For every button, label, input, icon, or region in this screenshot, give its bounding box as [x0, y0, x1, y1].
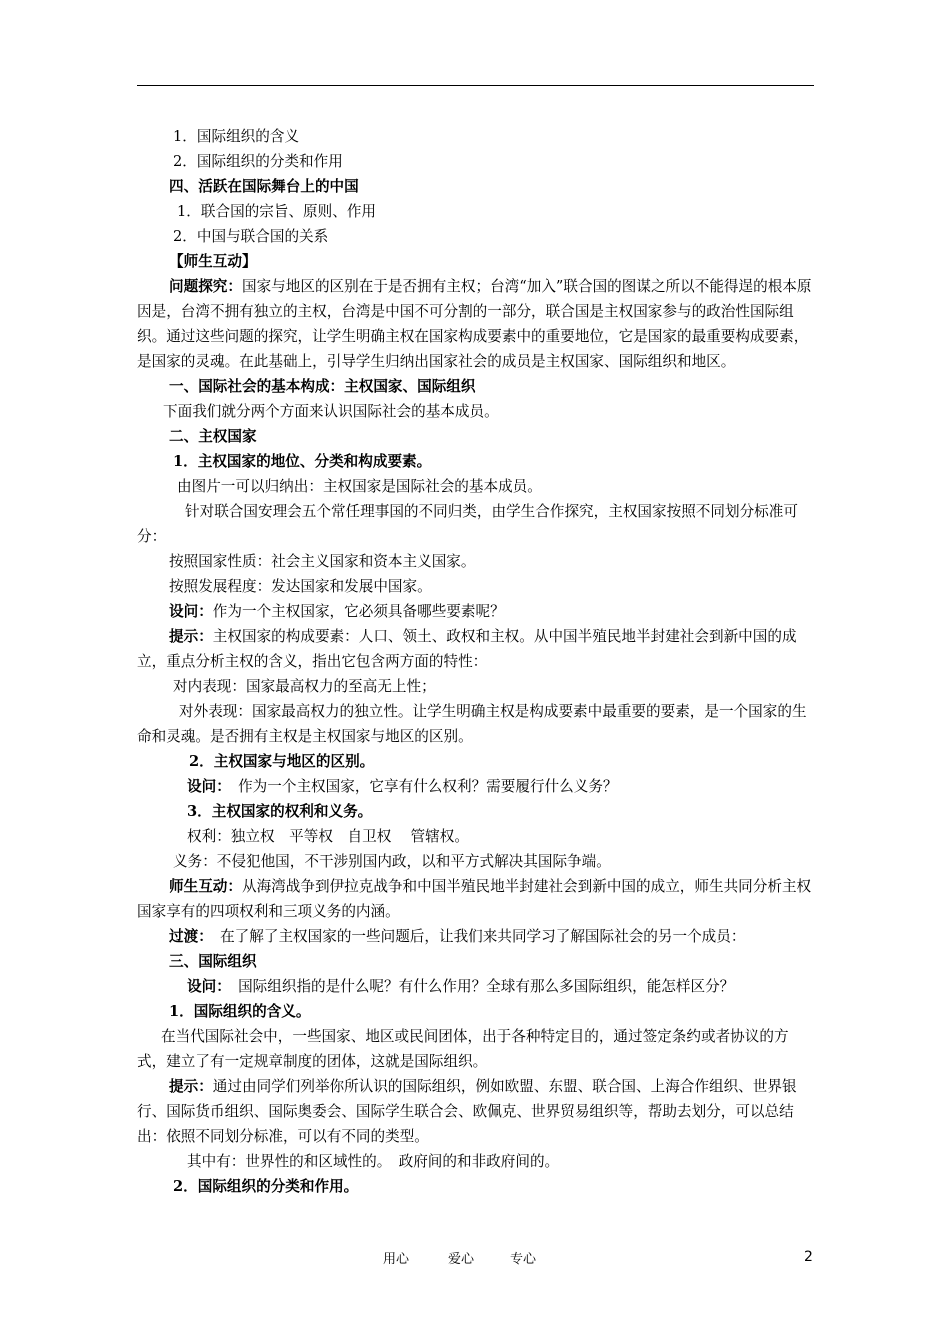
- text-line: [137, 1149, 817, 1174]
- text-line: [137, 149, 817, 174]
- body-text: 2．中国与联合国的关系: [173, 228, 329, 245]
- header-rule: [137, 85, 814, 86]
- bold-label: 三、国际组织: [169, 953, 257, 970]
- text-line: [137, 249, 817, 274]
- body-text: 国家与地区的区别在于是否拥有主权；台湾“加入”联合国的图谋之所以不能得逞的根本原因是，台湾不拥有独立的主权，台湾是中国不可分割的一部分，联合国是主权国家参与的政治性国际组织。通过这些问题的探究，让学生明确主权在国家构成要素中的重要地位，它是国家的最重要构成要素，是国家的灵魂。在此基础上，引导学生归纳出国家社会的成员是主权国家、国际组织和地区。: [137, 278, 812, 370]
- body-text: 权利：独立权 平等权 自卫权 管辖权。: [187, 828, 469, 845]
- body-text: 由图片一可以归纳出：主权国家是国际社会的基本成员。: [177, 478, 542, 495]
- bold-label: 1．主权国家的地位、分类和构成要素。: [173, 453, 432, 470]
- bold-label: 提示：: [169, 1078, 213, 1095]
- body-text: 按照发展程度：发达国家和发展中国家。: [169, 578, 432, 595]
- footer-text-2: 爱心: [448, 1252, 475, 1267]
- body-text: 对内表现：国家最高权力的至高无上性；: [173, 678, 436, 695]
- bold-label: 师生互动：: [169, 878, 242, 895]
- body-text: 1．国际组织的含义: [173, 128, 300, 145]
- body-text: 国际组织指的是什么呢？有什么作用？全球有那么多国际组织，能怎样区分？: [223, 978, 735, 995]
- text-line: [137, 399, 817, 424]
- text-line: [137, 199, 817, 224]
- text-line: [137, 749, 817, 774]
- bold-label: 提示：: [169, 628, 213, 645]
- text-line: [137, 574, 817, 599]
- bold-label: 问题探究：: [169, 278, 242, 295]
- bold-label: 二、主权国家: [169, 428, 257, 445]
- paragraph: [137, 874, 817, 924]
- body-text: 1．联合国的宗旨、原则、作用: [177, 203, 377, 220]
- body-text: 作为一个主权国家，它必须具备哪些要素呢？: [212, 603, 505, 620]
- text-line: [137, 799, 817, 824]
- body-text: 主权国家的构成要素：人口、领土、政权和主权。从中国半殖民地半封建社会到新中国的成立，重点分析主权的含义，指出它包含两方面的特性：: [137, 628, 797, 670]
- bold-label: 1．国际组织的含义。: [169, 1003, 311, 1020]
- text-line: [137, 424, 817, 449]
- bold-label: 2．主权国家与地区的区别。: [189, 753, 375, 770]
- bold-label: 2．国际组织的分类和作用。: [173, 1178, 359, 1195]
- body-text: 对外表现：国家最高权力的独立性。让学生明确主权是构成要素中最重要的要素，是一个国家的生命和灵魂。是否拥有主权是主权国家与地区的区别。: [137, 703, 807, 745]
- text-line: [137, 174, 817, 199]
- text-line: [137, 999, 817, 1024]
- text-line: [137, 224, 817, 249]
- bold-label: 3．主权国家的权利和义务。: [187, 803, 373, 820]
- footer-text-1: 用心: [383, 1252, 410, 1267]
- bold-label: 过渡：: [169, 928, 206, 945]
- body-text: 义务：不侵犯他国，不干涉别国内政，以和平方式解决其国际争端。: [173, 853, 611, 870]
- text-line: [137, 124, 817, 149]
- body-text: 通过由同学们列举你所认识的国际组织，例如欧盟、东盟、联合国、上海合作组织、世界银行、国际货币组织、国际奥委会、国际学生联合会、欧佩克、世界贸易组织等，帮助去划分，可以总结出：依照不同划分标准，可以有不同的类型。: [137, 1078, 797, 1145]
- body-text: 从海湾战争到伊拉克战争和中国半殖民地半封建社会到新中国的成立，师生共同分析主权国家享有的四项权利和三项义务的内涵。: [137, 878, 812, 920]
- page-content: [137, 124, 817, 1199]
- paragraph: [137, 699, 817, 749]
- text-line: [137, 974, 817, 999]
- text-line: [137, 474, 817, 499]
- page-number: 2: [804, 1249, 813, 1265]
- paragraph: [137, 624, 817, 674]
- bold-label: 设问：: [169, 603, 213, 620]
- footer-text-3: 专心: [510, 1252, 537, 1267]
- text-line: [137, 374, 817, 399]
- body-text: 其中有：世界性的和区域性的。 政府间的和非政府间的。: [187, 1153, 560, 1170]
- text-line: [137, 1174, 817, 1199]
- text-line: [137, 599, 817, 624]
- text-line: [137, 849, 817, 874]
- bold-label: 【师生互动】: [169, 253, 257, 270]
- text-line: [137, 824, 817, 849]
- paragraph: [137, 1074, 817, 1149]
- bold-label: 设问：: [187, 978, 224, 995]
- body-text: 在了解了主权国家的一些问题后，让我们来共同学习了解国际社会的另一个成员：: [205, 928, 746, 945]
- body-text: 2．国际组织的分类和作用: [173, 153, 343, 170]
- text-line: [137, 924, 817, 949]
- bold-label: 一、国际社会的基本构成：主权国家、国际组织: [169, 378, 476, 395]
- paragraph: [137, 274, 817, 374]
- body-text: 在当代国际社会中，一些国家、地区或民间团体，出于各种特定目的，通过签定条约或者协议的方式，建立了有一定规章制度的团体，这就是国际组织。: [137, 1028, 789, 1070]
- paragraph: [137, 1024, 817, 1074]
- text-line: [137, 674, 817, 699]
- text-line: [137, 774, 817, 799]
- bold-label: 四、活跃在国际舞台上的中国: [169, 178, 359, 195]
- body-text: 作为一个主权国家，它享有什么权利？需要履行什么义务？: [223, 778, 618, 795]
- body-text: 下面我们就分两个方面来认识国际社会的基本成员。: [163, 403, 499, 420]
- text-line: [137, 949, 817, 974]
- text-line: [137, 449, 817, 474]
- bold-label: 设问：: [187, 778, 224, 795]
- body-text: 按照国家性质：社会主义国家和资本主义国家。: [169, 553, 476, 570]
- body-text: 针对联合国安理会五个常任理事国的不同归类，由学生合作探究，主权国家按照不同划分标准可分：: [137, 503, 798, 545]
- text-line: [137, 549, 817, 574]
- paragraph: [137, 499, 817, 549]
